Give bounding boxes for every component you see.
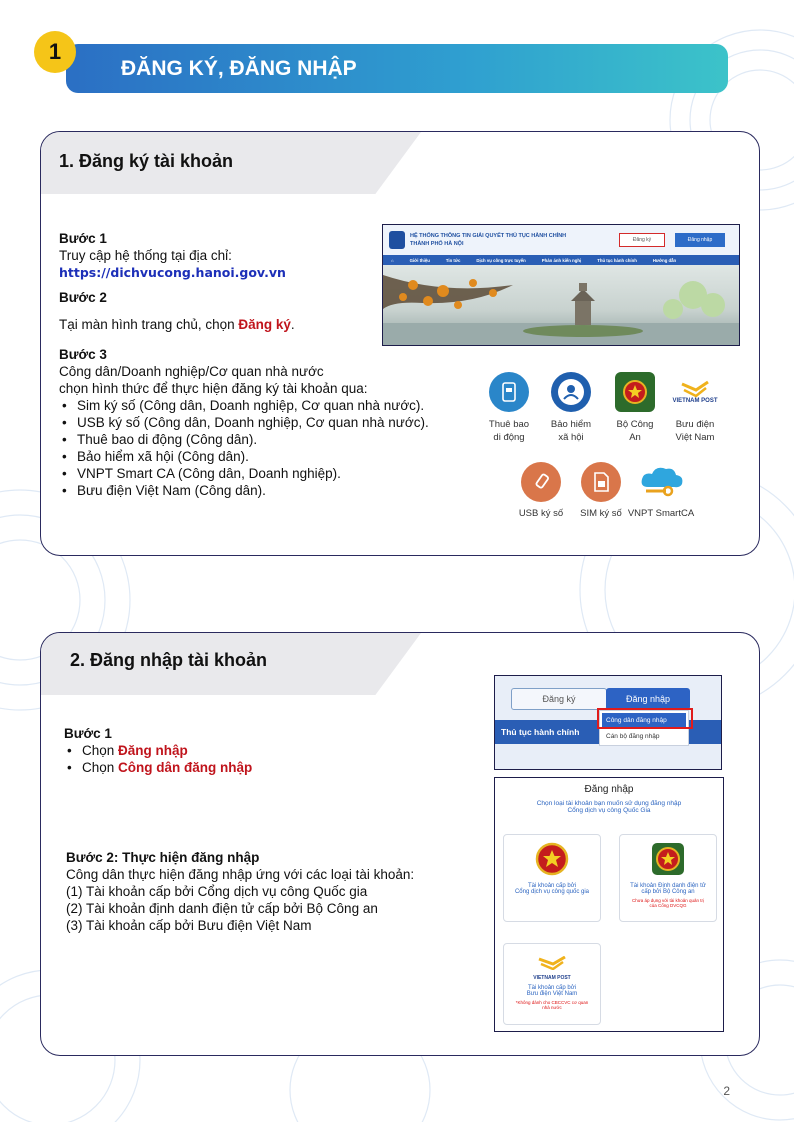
service-mobile[interactable] (474, 372, 544, 444)
service-mobile-label: di động (493, 432, 525, 443)
login-step1-list (64, 742, 464, 776)
service-post-label: Bưu điện (675, 419, 715, 430)
citizen-login-option[interactable]: Công dân đăng nhập (602, 713, 686, 729)
step2-text: Tại màn hình trang chủ, chọn Đăng ký. (59, 317, 295, 332)
social-insurance-icon (551, 372, 591, 412)
post-logo-text: VIETNAM POST (672, 398, 718, 404)
register-highlight: Đăng ký (238, 317, 291, 332)
section-banner (66, 44, 728, 93)
hoan-kiem-lake-photo (383, 265, 740, 346)
option-label: Tài khoản cấp bởi (528, 985, 576, 991)
service-bca-label: Bộ Công (616, 419, 654, 430)
menu-nav-text[interactable]: Thủ tục hành chính (501, 727, 580, 737)
step1-text: Truy cập hệ thống tại địa chỉ: (59, 248, 232, 263)
vietnam-post-logo-icon (660, 372, 730, 412)
login-step2-line: (3) Tài khoản cấp bởi Bưu điện Việt Nam (66, 918, 312, 933)
portal-nav (383, 255, 739, 265)
login-panel-subtitle: Cổng dịch vụ công Quốc Gia (567, 807, 651, 814)
officer-login-option[interactable]: Cán bộ đăng nhập (606, 733, 660, 740)
service-usb-label: USB ký số (518, 508, 564, 519)
option-note: *Không dành cho CBCCVC cơ quan (515, 1000, 589, 1005)
service-vnpt-smartca[interactable] (624, 462, 698, 520)
portal-nav-item[interactable]: Dịch vụ công trực tuyến (476, 257, 526, 263)
list-item: • Sim ký số (Công dân, Doanh nghiệp, Cơ quan nhà nước). (59, 397, 479, 414)
login-step1-block (64, 725, 464, 776)
service-bhxh[interactable] (536, 372, 606, 444)
sim-card-icon (581, 462, 621, 502)
national-emblem-icon (535, 842, 569, 876)
portal-logo-icon (389, 231, 405, 249)
portal-nav-item[interactable]: Giới thiệu (409, 257, 430, 263)
list-item: • Chọn Công dân đăng nhập (64, 759, 464, 776)
option-label: Cổng dịch vụ công quốc gia (514, 889, 590, 895)
step3-line2: chọn hình thức để thực hiện đăng ký tài khoản qua: (59, 381, 368, 396)
list-item: • Bưu điện Việt Nam (Công dân). (59, 482, 479, 499)
vietnam-post-logo-icon (537, 956, 567, 970)
service-post-label: Việt Nam (675, 432, 715, 443)
portal-nav-item[interactable]: Phản ánh kiến nghị (541, 257, 582, 263)
service-bhxh-label: xã hội (558, 432, 584, 443)
login-step2-line: (2) Tài khoản định danh điện tử cấp bởi Bộ Công an (66, 901, 378, 916)
usb-token-icon (521, 462, 561, 502)
login-panel-screenshot (494, 777, 724, 1032)
service-sim-label: SIM ký số (580, 508, 622, 519)
bca-account-option[interactable] (619, 834, 717, 922)
section-number-badge: 1 (34, 31, 76, 73)
portal-header (383, 225, 739, 255)
login-highlight: Đăng nhập (118, 743, 188, 758)
post-account-option[interactable] (503, 943, 601, 1025)
portal-nav-item[interactable]: Hướng dẫn (652, 257, 677, 263)
list-item: • Bảo hiểm xã hội (Công dân). (59, 448, 479, 465)
login-step2-line: (1) Tài khoản cấp bởi Cổng dịch vụ công Quốc gia (66, 884, 368, 899)
citizen-login-highlight: Công dân đăng nhập (118, 760, 253, 775)
login-panel-title: Đăng nhập (584, 784, 634, 795)
home-icon[interactable]: ⌂ (391, 257, 394, 263)
step3-line1: Công dân/Doanh nghiệp/Cơ quan nhà nước (59, 364, 324, 379)
banner-title: ĐĂNG KÝ, ĐĂNG NHẬP (121, 57, 357, 80)
police-emblem-icon (615, 372, 655, 412)
list-item: • Chọn Đăng nhập (64, 742, 464, 759)
service-vnpt-label: VNPT SmartCA (627, 508, 695, 519)
service-bca-label: An (629, 432, 641, 443)
post-logo-text: VIETNAM POST (533, 975, 571, 981)
option-note: nhà nước (542, 1005, 562, 1010)
step3-block (59, 346, 479, 499)
login-step2-line: Công dân thực hiện đăng nhập ứng với các loại tài khoản: (66, 867, 415, 882)
step2-label: Bước 2 (59, 290, 107, 305)
login-step2-label: Bước 2: Thực hiện đăng nhập (66, 850, 260, 865)
step3-label: Bước 3 (59, 347, 107, 362)
highlight-box (597, 708, 693, 729)
login-panel-subtitle: Chọn loại tài khoản bạn muốn sử dụng đăng nhập (536, 800, 682, 807)
option-label: Tài khoản Định danh điện tử (630, 883, 706, 889)
login-menu-screenshot (494, 675, 722, 770)
portal-header-line2: THÀNH PHỐ HÀ NỘI (410, 241, 464, 247)
service-mobile-label: Thuê bao (488, 419, 530, 430)
service-bhxh-label: Bảo hiểm (550, 419, 592, 430)
register-steps (59, 230, 379, 333)
option-label: cấp bởi Bộ Công an (641, 889, 695, 895)
portal-url-link[interactable]: https://dichvucong.hanoi.gov.vn (59, 265, 286, 280)
list-item: • USB ký số (Công dân, Doanh nghiệp, Cơ quan nhà nước). (59, 414, 479, 431)
portal-nav-item[interactable]: Tin tức (445, 257, 461, 263)
option-label: Bưu điện Việt Nam (526, 991, 578, 997)
register-methods-list (59, 397, 479, 499)
portal-screenshot (382, 224, 740, 346)
portal-nav-item[interactable]: Thủ tục hành chính (597, 257, 637, 263)
cloud-key-icon (624, 462, 698, 502)
menu-register-button[interactable]: Đăng ký (511, 688, 607, 710)
dvcqg-account-option[interactable] (503, 834, 601, 922)
option-note: của Cổng DVCQG (649, 903, 687, 908)
option-label: Tài khoản cấp bởi (528, 883, 576, 889)
login-step1-label: Bước 1 (64, 726, 112, 741)
login-section-title: 2. Đăng nhập tài khoản (70, 650, 268, 670)
register-section-title: 1. Đăng ký tài khoản (59, 151, 234, 171)
list-item: • Thuê bao di động (Công dân). (59, 431, 479, 448)
step1-label: Bước 1 (59, 231, 107, 246)
mobile-phone-icon (489, 372, 529, 412)
page-number: 2 (723, 1084, 730, 1098)
police-emblem-icon (651, 842, 685, 876)
list-item: • VNPT Smart CA (Công dân, Doanh nghiệp). (59, 465, 479, 482)
login-step2-block (66, 849, 486, 934)
menu-login-button[interactable]: Đăng nhập (606, 688, 690, 710)
portal-login-button[interactable]: Đăng nhập (675, 233, 725, 247)
option-note: Chưa áp dụng với tài khoản quản trị (631, 898, 704, 903)
portal-register-button[interactable]: Đăng ký (619, 233, 665, 247)
service-post[interactable] (660, 372, 730, 444)
portal-header-line1: HỆ THỐNG THÔNG TIN GIẢI QUYẾT THỦ TỤC HÀNH CHÍNH (410, 233, 567, 239)
